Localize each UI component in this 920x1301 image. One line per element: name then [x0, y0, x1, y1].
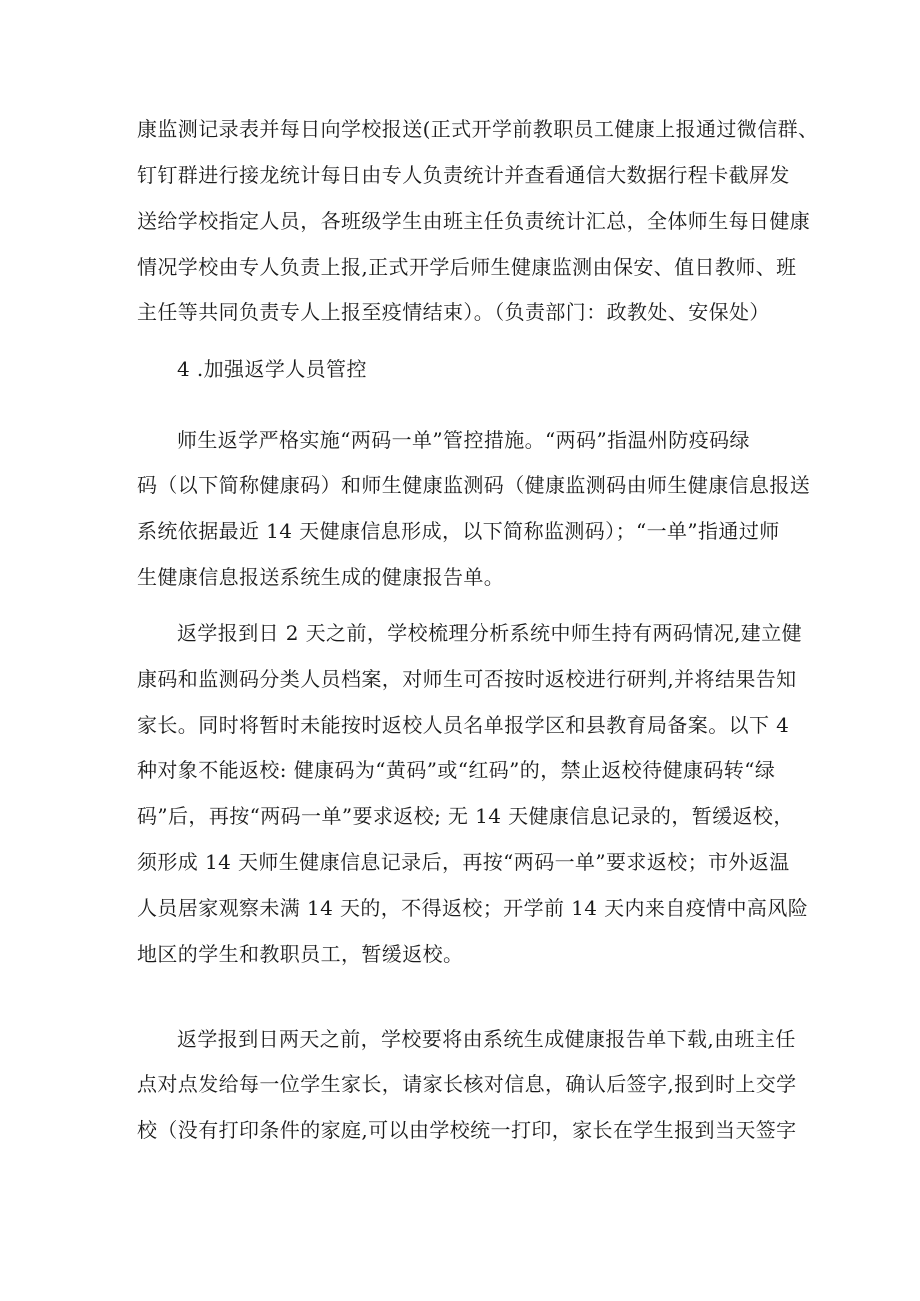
section-heading: 4 .加强返学人员管控: [177, 357, 367, 381]
paragraph-line: 钉钉群进行接龙统计每日由专人负责统计并查看通信大数据行程卡截屏发: [137, 163, 790, 187]
paragraph-line: 码（以下简称健康码）和师生健康监测码（健康监测码由师生健康信息报送: [137, 473, 811, 497]
paragraph-line: 情况学校由专人负责上报,正式开学后师生健康监测由保安、值日教师、班: [137, 255, 797, 279]
paragraph-line: 返学报到日两天之前，学校要将由系统生成健康报告单下载,由班主任: [177, 1027, 796, 1051]
paragraph-line: 康码和监测码分类人员档案，对师生可否按时返校进行研判,并将结果告知: [137, 667, 797, 691]
paragraph-line: 返学报到日 2 天之前，学校梳理分析系统中师生持有两码情况,建立健: [177, 621, 802, 645]
paragraph-line: 人员居家观察未满 14 天的，不得返校；开学前 14 天内来自疫情中高风险: [137, 896, 809, 920]
paragraph-line: 师生返学严格实施“两码一单”管控措施。“两码”指温州防疫码绿: [177, 428, 750, 452]
paragraph-line: 种对象不能返校: 健康码为“黄码”或“红码”的，禁止返校待健康码转“绿: [137, 758, 776, 782]
paragraph-line: 系统依据最近 14 天健康信息形成，以下简称监测码）；“一单”指通过师: [137, 519, 780, 543]
paragraph-line: 点对点发给每一位学生家长，请家长核对信息，确认后签字,报到时上交学: [137, 1072, 797, 1096]
paragraph-line: 须形成 14 天师生健康信息记录后，再按“两码一单”要求返校；市外返温: [137, 850, 790, 874]
paragraph-line: 主任等共同负责专人上报至疫情结束）。（负责部门：政教处、安保处）: [137, 300, 770, 324]
paragraph-line: 送给学校指定人员，各班级学生由班主任负责统计汇总，全体师生每日健康: [137, 209, 811, 233]
paragraph-line: 地区的学生和教职员工，暂缓返校。: [137, 942, 464, 966]
paragraph-line: 康监测记录表并每日向学校报送(正式开学前教职员工健康上报通过微信群、: [137, 117, 819, 141]
paragraph-line: 家长。同时将暂时未能按时返校人员名单报学区和县教育局备案。以下 4: [137, 713, 790, 737]
paragraph-line: 校（没有打印条件的家庭,可以由学校统一打印，家长在学生报到当天签字: [137, 1118, 797, 1142]
paragraph-line: 码”后，再按“两码一单”要求返校; 无 14 天健康信息记录的，暂缓返校，: [137, 804, 794, 828]
paragraph-line: 生健康信息报送系统生成的健康报告单。: [137, 565, 505, 589]
